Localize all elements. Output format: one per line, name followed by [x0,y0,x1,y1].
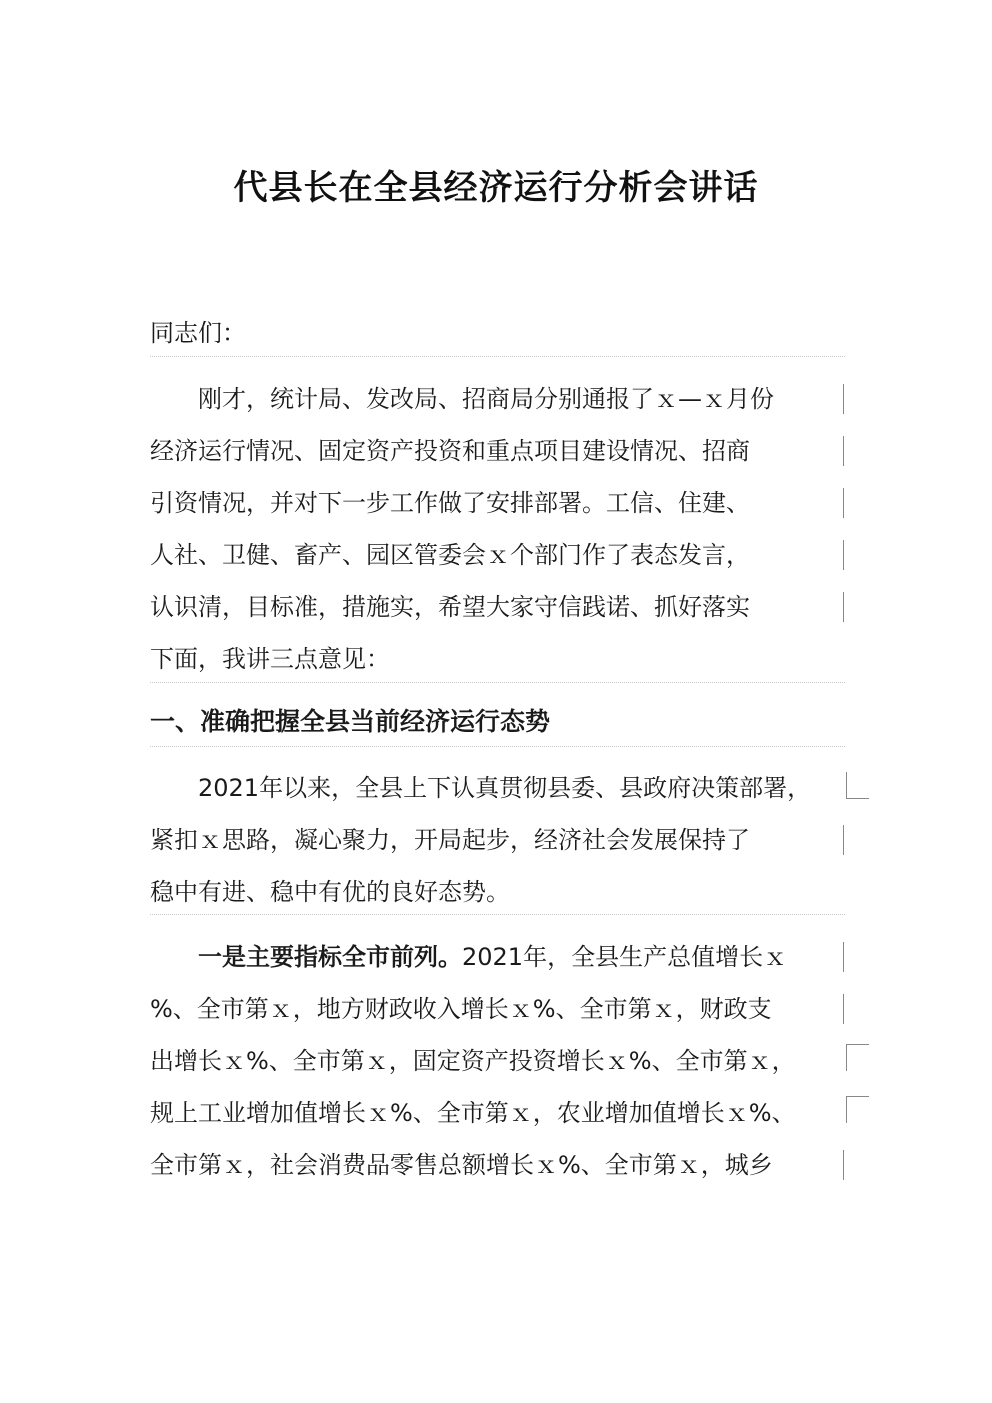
intro-line: 经济运行情况、固定资产投资和重点项目建设情况、招商 [150,437,750,465]
paragraph-separator [150,746,845,747]
section-line: 稳中有进、稳中有优的良好态势。 [150,878,510,906]
salutation: 同志们： [150,319,246,347]
margin-mark [843,825,844,855]
margin-mark [843,1150,844,1180]
point-text: 2021年，全县生产总值增长ｘ [462,943,788,971]
intro-line: 认识清，目标准，措施实，希望大家守信践诺、抓好落实 [150,593,750,621]
margin-mark [846,1044,869,1071]
margin-mark [843,942,844,972]
margin-mark [843,436,844,466]
paragraph-separator [150,682,845,683]
section-line: 2021年以来，全县上下认真贯彻县委、县政府决策部署， [150,774,812,802]
section-line: 紧扣ｘ思路，凝心聚力，开局起步，经济社会发展保持了 [150,826,750,854]
point-lead: 一是主要指标全市前列。 [198,943,462,971]
margin-mark [843,540,844,570]
point-line: %、全市第ｘ，地方财政收入增长ｘ%、全市第ｘ，财政支 [150,995,772,1023]
margin-mark [843,384,844,414]
point-line: 规上工业增加值增长ｘ%、全市第ｘ，农业增加值增长ｘ%、 [150,1099,796,1127]
margin-mark [843,488,844,518]
intro-line: 人社、卫健、畜产、园区管委会ｘ个部门作了表态发言， [150,541,750,569]
intro-line: 下面，我讲三点意见： [150,645,390,673]
margin-mark [843,994,844,1024]
margin-mark [846,772,869,799]
paragraph-separator [150,356,845,357]
point-line [150,940,850,974]
paragraph-separator [150,914,845,915]
intro-line: 引资情况，并对下一步工作做了安排部署。工信、住建、 [150,489,750,517]
point-line: 出增长ｘ%、全市第ｘ，固定资产投资增长ｘ%、全市第ｘ， [150,1047,796,1075]
document-title: 代县长在全县经济运行分析会讲话 [233,168,759,208]
intro-line: 刚才，统计局、发改局、招商局分别通报了ｘ—ｘ月份 [150,385,774,413]
margin-mark [843,592,844,622]
point-line: 全市第ｘ，社会消费品零售总额增长ｘ%、全市第ｘ，城乡 [150,1151,773,1179]
margin-mark [846,1096,869,1123]
section-heading: 一、准确把握全县当前经济运行态势 [150,707,551,736]
